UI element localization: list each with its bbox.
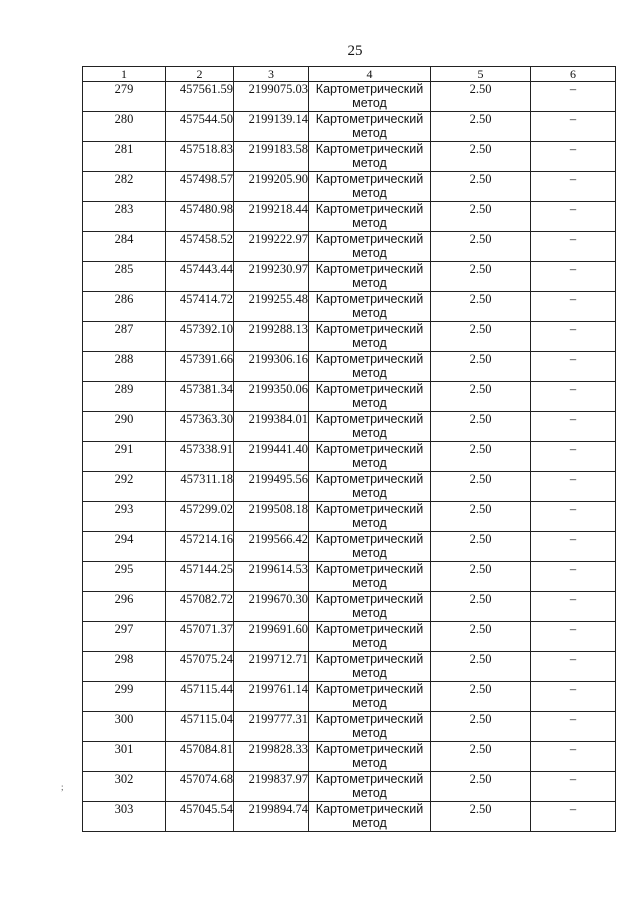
table-row — [83, 112, 616, 142]
method-line-1: Картометрический — [315, 112, 424, 126]
accuracy-cell: 2.50 — [431, 82, 531, 112]
method-cell — [309, 712, 431, 742]
accuracy-cell: 2.50 — [431, 202, 531, 232]
note-cell: – — [531, 322, 616, 352]
method-line-1: Картометрический — [315, 172, 424, 186]
accuracy-cell: 2.50 — [431, 592, 531, 622]
x-coordinate-cell: 457561.59 — [166, 82, 234, 112]
method-cell — [309, 322, 431, 352]
table-row — [83, 232, 616, 262]
method-cell — [309, 352, 431, 382]
point-number-cell: 285 — [83, 262, 166, 292]
point-number-cell: 291 — [83, 442, 166, 472]
method-line-2: метод — [352, 696, 387, 710]
table-row — [83, 262, 616, 292]
y-coordinate-cell: 2199075.03 — [234, 82, 309, 112]
method-line-1: Картометрический — [315, 772, 424, 786]
method-line-1: Картометрический — [315, 532, 424, 546]
x-coordinate-cell: 457144.25 — [166, 562, 234, 592]
method-cell — [309, 262, 431, 292]
note-cell: – — [531, 262, 616, 292]
method-line-1: Картометрический — [315, 232, 424, 246]
method-line-1: Картометрический — [315, 442, 424, 456]
y-coordinate-cell: 2199566.42 — [234, 532, 309, 562]
table-row — [83, 472, 616, 502]
method-line-1: Картометрический — [315, 472, 424, 486]
method-cell — [309, 742, 431, 772]
table-row — [83, 382, 616, 412]
y-coordinate-cell: 2199837.97 — [234, 772, 309, 802]
y-coordinate-cell: 2199614.53 — [234, 562, 309, 592]
method-line-1: Картометрический — [315, 82, 424, 96]
method-cell — [309, 142, 431, 172]
column-header-4: 4 — [309, 67, 431, 82]
point-number-cell: 289 — [83, 382, 166, 412]
accuracy-cell: 2.50 — [431, 742, 531, 772]
note-cell: – — [531, 502, 616, 532]
method-cell — [309, 802, 431, 832]
point-number-cell: 283 — [83, 202, 166, 232]
method-line-2: метод — [352, 426, 387, 440]
method-line-1: Картометрический — [315, 592, 424, 606]
y-coordinate-cell: 2199218.44 — [234, 202, 309, 232]
point-number-cell: 288 — [83, 352, 166, 382]
method-line-1: Картометрический — [315, 262, 424, 276]
x-coordinate-cell: 457115.04 — [166, 712, 234, 742]
x-coordinate-cell: 457082.72 — [166, 592, 234, 622]
point-number-cell: 281 — [83, 142, 166, 172]
note-cell: – — [531, 82, 616, 112]
note-cell: – — [531, 112, 616, 142]
table-row — [83, 202, 616, 232]
method-cell — [309, 472, 431, 502]
note-cell: – — [531, 652, 616, 682]
y-coordinate-cell: 2199691.60 — [234, 622, 309, 652]
accuracy-cell: 2.50 — [431, 412, 531, 442]
method-cell — [309, 772, 431, 802]
y-coordinate-cell: 2199777.31 — [234, 712, 309, 742]
y-coordinate-cell: 2199288.13 — [234, 322, 309, 352]
y-coordinate-cell: 2199761.14 — [234, 682, 309, 712]
point-number-cell: 284 — [83, 232, 166, 262]
x-coordinate-cell: 457075.24 — [166, 652, 234, 682]
method-line-2: метод — [352, 516, 387, 530]
x-coordinate-cell: 457115.44 — [166, 682, 234, 712]
column-header-2: 2 — [166, 67, 234, 82]
y-coordinate-cell: 2199205.90 — [234, 172, 309, 202]
x-coordinate-cell: 457045.54 — [166, 802, 234, 832]
accuracy-cell: 2.50 — [431, 112, 531, 142]
x-coordinate-cell: 457299.02 — [166, 502, 234, 532]
note-cell: – — [531, 742, 616, 772]
page-number: 25 — [347, 43, 363, 59]
y-coordinate-cell: 2199222.97 — [234, 232, 309, 262]
note-cell: – — [531, 292, 616, 322]
point-number-cell: 279 — [83, 82, 166, 112]
method-cell — [309, 622, 431, 652]
column-header-1: 1 — [83, 67, 166, 82]
method-line-2: метод — [352, 636, 387, 650]
method-line-2: метод — [352, 486, 387, 500]
table-row — [83, 622, 616, 652]
accuracy-cell: 2.50 — [431, 802, 531, 832]
method-cell — [309, 682, 431, 712]
method-cell — [309, 112, 431, 142]
table-row — [83, 772, 616, 802]
x-coordinate-cell: 457443.44 — [166, 262, 234, 292]
column-header-5: 5 — [431, 67, 531, 82]
method-line-1: Картометрический — [315, 562, 424, 576]
method-cell — [309, 502, 431, 532]
accuracy-cell: 2.50 — [431, 232, 531, 262]
table-body — [83, 82, 616, 832]
y-coordinate-cell: 2199712.71 — [234, 652, 309, 682]
x-coordinate-cell: 457480.98 — [166, 202, 234, 232]
y-coordinate-cell: 2199495.56 — [234, 472, 309, 502]
x-coordinate-cell: 457498.57 — [166, 172, 234, 202]
point-number-cell: 282 — [83, 172, 166, 202]
method-line-1: Картометрический — [315, 292, 424, 306]
accuracy-cell: 2.50 — [431, 262, 531, 292]
y-coordinate-cell: 2199670.30 — [234, 592, 309, 622]
y-coordinate-cell: 2199894.74 — [234, 802, 309, 832]
accuracy-cell: 2.50 — [431, 472, 531, 502]
table-row — [83, 532, 616, 562]
y-coordinate-cell: 2199828.33 — [234, 742, 309, 772]
method-line-1: Картометрический — [315, 682, 424, 696]
note-cell: – — [531, 802, 616, 832]
x-coordinate-cell: 457392.10 — [166, 322, 234, 352]
method-cell — [309, 652, 431, 682]
accuracy-cell: 2.50 — [431, 292, 531, 322]
note-cell: – — [531, 202, 616, 232]
accuracy-cell: 2.50 — [431, 532, 531, 562]
method-line-1: Картометрический — [315, 382, 424, 396]
note-cell: – — [531, 682, 616, 712]
method-line-2: метод — [352, 456, 387, 470]
y-coordinate-cell: 2199306.16 — [234, 352, 309, 382]
y-coordinate-cell: 2199255.48 — [234, 292, 309, 322]
note-cell: – — [531, 442, 616, 472]
point-number-cell: 296 — [83, 592, 166, 622]
y-coordinate-cell: 2199183.58 — [234, 142, 309, 172]
method-line-2: метод — [352, 246, 387, 260]
table-row — [83, 742, 616, 772]
x-coordinate-cell: 457084.81 — [166, 742, 234, 772]
accuracy-cell: 2.50 — [431, 322, 531, 352]
accuracy-cell: 2.50 — [431, 622, 531, 652]
accuracy-cell: 2.50 — [431, 682, 531, 712]
accuracy-cell: 2.50 — [431, 382, 531, 412]
method-line-1: Картометрический — [315, 142, 424, 156]
note-cell: – — [531, 412, 616, 442]
accuracy-cell: 2.50 — [431, 562, 531, 592]
method-line-2: метод — [352, 726, 387, 740]
point-number-cell: 298 — [83, 652, 166, 682]
x-coordinate-cell: 457214.16 — [166, 532, 234, 562]
y-coordinate-cell: 2199230.97 — [234, 262, 309, 292]
method-line-2: метод — [352, 606, 387, 620]
table-row — [83, 652, 616, 682]
method-cell — [309, 82, 431, 112]
method-cell — [309, 202, 431, 232]
method-cell — [309, 232, 431, 262]
accuracy-cell: 2.50 — [431, 442, 531, 472]
table-row — [83, 352, 616, 382]
x-coordinate-cell: 457338.91 — [166, 442, 234, 472]
method-line-1: Картометрический — [315, 202, 424, 216]
x-coordinate-cell: 457311.18 — [166, 472, 234, 502]
method-line-2: метод — [352, 156, 387, 170]
point-number-cell: 299 — [83, 682, 166, 712]
method-line-2: метод — [352, 336, 387, 350]
method-line-2: метод — [352, 546, 387, 560]
accuracy-cell: 2.50 — [431, 142, 531, 172]
note-cell: – — [531, 232, 616, 262]
x-coordinate-cell: 457071.37 — [166, 622, 234, 652]
method-line-2: метод — [352, 366, 387, 380]
x-coordinate-cell: 457363.30 — [166, 412, 234, 442]
method-cell — [309, 442, 431, 472]
point-number-cell: 287 — [83, 322, 166, 352]
method-line-2: метод — [352, 306, 387, 320]
point-number-cell: 290 — [83, 412, 166, 442]
method-line-1: Картометрический — [315, 622, 424, 636]
method-line-2: метод — [352, 96, 387, 110]
point-number-cell: 295 — [83, 562, 166, 592]
method-cell — [309, 412, 431, 442]
note-cell: – — [531, 142, 616, 172]
method-cell — [309, 592, 431, 622]
point-number-cell: 302 — [83, 772, 166, 802]
point-number-cell: 301 — [83, 742, 166, 772]
note-cell: – — [531, 472, 616, 502]
note-cell: – — [531, 592, 616, 622]
note-cell: – — [531, 622, 616, 652]
y-coordinate-cell: 2199384.01 — [234, 412, 309, 442]
method-cell — [309, 172, 431, 202]
point-number-cell: 294 — [83, 532, 166, 562]
point-number-cell: 280 — [83, 112, 166, 142]
table-row — [83, 502, 616, 532]
method-line-2: метод — [352, 216, 387, 230]
table-row — [83, 82, 616, 112]
x-coordinate-cell: 457518.83 — [166, 142, 234, 172]
method-line-2: метод — [352, 816, 387, 830]
x-coordinate-cell: 457381.34 — [166, 382, 234, 412]
method-line-2: метод — [352, 396, 387, 410]
method-line-1: Картометрический — [315, 322, 424, 336]
method-line-1: Картометрический — [315, 712, 424, 726]
y-coordinate-cell: 2199441.40 — [234, 442, 309, 472]
method-line-2: метод — [352, 276, 387, 290]
coordinates-table — [82, 66, 616, 832]
method-line-1: Картометрический — [315, 412, 424, 426]
method-line-2: метод — [352, 786, 387, 800]
accuracy-cell: 2.50 — [431, 652, 531, 682]
method-line-1: Картометрический — [315, 652, 424, 666]
accuracy-cell: 2.50 — [431, 712, 531, 742]
y-coordinate-cell: 2199139.14 — [234, 112, 309, 142]
note-cell: – — [531, 352, 616, 382]
x-coordinate-cell: 457544.50 — [166, 112, 234, 142]
table-row — [83, 682, 616, 712]
note-cell: – — [531, 712, 616, 742]
column-header-3: 3 — [234, 67, 309, 82]
method-cell — [309, 292, 431, 322]
method-line-1: Картометрический — [315, 742, 424, 756]
note-cell: – — [531, 532, 616, 562]
table-row — [83, 592, 616, 622]
point-number-cell: 303 — [83, 802, 166, 832]
method-line-1: Картометрический — [315, 502, 424, 516]
x-coordinate-cell: 457391.66 — [166, 352, 234, 382]
note-cell: – — [531, 562, 616, 592]
margin-mark: ; — [61, 782, 64, 792]
point-number-cell: 286 — [83, 292, 166, 322]
table-header — [83, 67, 616, 82]
note-cell: – — [531, 172, 616, 202]
point-number-cell: 300 — [83, 712, 166, 742]
method-cell — [309, 382, 431, 412]
point-number-cell: 297 — [83, 622, 166, 652]
table-row — [83, 562, 616, 592]
method-line-2: метод — [352, 186, 387, 200]
method-line-2: метод — [352, 666, 387, 680]
accuracy-cell: 2.50 — [431, 172, 531, 202]
table-row — [83, 172, 616, 202]
y-coordinate-cell: 2199350.06 — [234, 382, 309, 412]
note-cell: – — [531, 772, 616, 802]
table-row — [83, 802, 616, 832]
point-number-cell: 293 — [83, 502, 166, 532]
x-coordinate-cell: 457414.72 — [166, 292, 234, 322]
method-cell — [309, 562, 431, 592]
table-row — [83, 442, 616, 472]
accuracy-cell: 2.50 — [431, 502, 531, 532]
header-row — [83, 67, 616, 82]
accuracy-cell: 2.50 — [431, 772, 531, 802]
method-line-1: Картометрический — [315, 352, 424, 366]
method-line-2: метод — [352, 756, 387, 770]
table-row — [83, 292, 616, 322]
table-row — [83, 712, 616, 742]
point-number-cell: 292 — [83, 472, 166, 502]
x-coordinate-cell: 457458.52 — [166, 232, 234, 262]
table-row — [83, 412, 616, 442]
method-line-1: Картометрический — [315, 802, 424, 816]
method-line-2: метод — [352, 576, 387, 590]
note-cell: – — [531, 382, 616, 412]
table-row — [83, 142, 616, 172]
accuracy-cell: 2.50 — [431, 352, 531, 382]
x-coordinate-cell: 457074.68 — [166, 772, 234, 802]
table-row — [83, 322, 616, 352]
method-line-2: метод — [352, 126, 387, 140]
column-header-6: 6 — [531, 67, 616, 82]
y-coordinate-cell: 2199508.18 — [234, 502, 309, 532]
method-cell — [309, 532, 431, 562]
